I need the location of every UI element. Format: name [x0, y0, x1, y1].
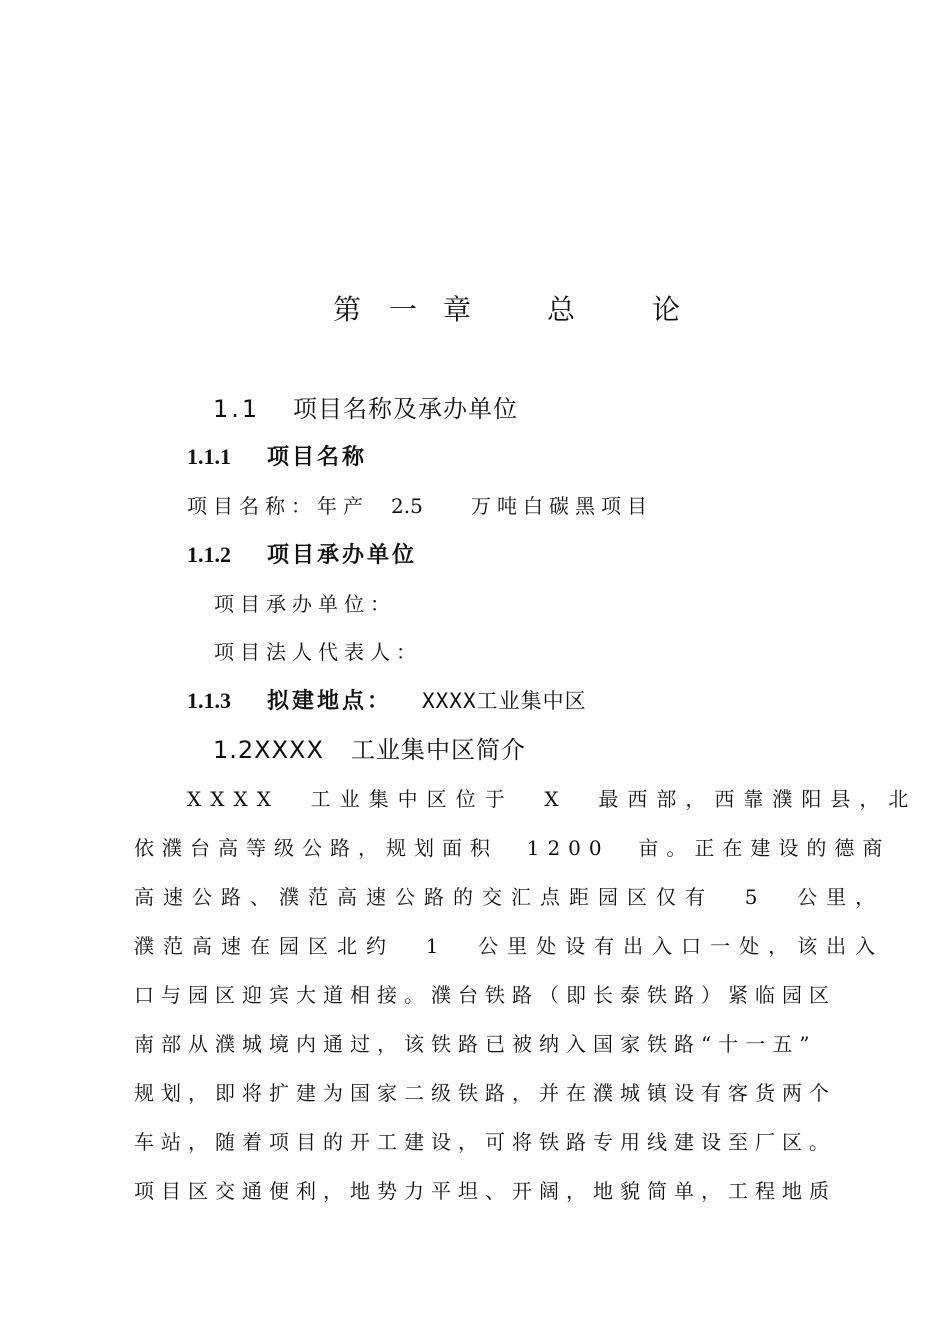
project-name-line: [187, 496, 653, 516]
section-1-1-heading: [213, 397, 518, 421]
paragraph-line-3: 高速公路、濮范高速公路的交汇点距园区仅有 5 公里，: [134, 885, 885, 909]
project-name-label: 项目名称：年产: [187, 494, 369, 518]
subsection-1-1-1-number: 1.1.1: [187, 444, 231, 469]
undertaker-label: 项目承办单位：: [214, 592, 396, 616]
section-1-1-number: 1.1: [213, 395, 261, 423]
paragraph-line-1: XXXX 工业集中区位于 X 最西部，西靠濮阳县，北: [187, 787, 918, 811]
paragraph-line-8: 车站，随着项目的开工建设，可将铁路专用线建设至厂区。: [134, 1130, 836, 1154]
chapter-char-4: 总: [547, 293, 576, 326]
paragraph-line-9: 项目区交通便利，地势力平坦、开阔，地貌简单，工程地质: [134, 1179, 836, 1203]
paragraph-line-4: 濮范高速在园区北约 1 公里处设有出入口一处，该出入: [134, 934, 885, 958]
section-1-1-title: 项目名称及承办单位: [293, 395, 518, 423]
legal-representative-label: 项目法人代表人：: [214, 640, 422, 664]
subsection-1-1-3-heading: [187, 690, 587, 712]
subsection-1-1-1-heading: [187, 446, 367, 468]
paragraph-line-2: 依濮台高等级公路，规划面积 1200 亩。正在建设的德商: [134, 836, 891, 860]
section-1-2-title: 工业集中区简介: [351, 736, 526, 764]
project-name-amount: 2.5: [391, 494, 423, 518]
subsection-1-1-1-title: 项目名称: [267, 444, 368, 470]
subsection-1-1-2-heading: [187, 544, 417, 566]
section-1-2-number: 1.2XXXX: [213, 736, 324, 764]
chapter-char-5: 论: [652, 293, 681, 326]
chapter-char-3: 章: [443, 293, 472, 326]
subsection-1-1-2-title: 项目承办单位: [267, 542, 418, 568]
project-name-rest: 万吨白碳黑项目: [471, 494, 653, 518]
paragraph-line-6: 南部从濮城境内通过，该铁路已被纳入国家铁路“十一五”: [134, 1032, 817, 1056]
section-1-2-heading: [213, 738, 526, 762]
chapter-char-2: 一: [389, 293, 418, 326]
subsection-1-1-3-number: 1.1.3: [187, 688, 231, 713]
subsection-1-1-3-title: 拟建地点：: [267, 688, 393, 714]
paragraph-line-5: 口与园区迎宾大道相接。濮台铁路（即长泰铁路）紧临园区: [134, 983, 836, 1007]
chapter-char-1: 第: [333, 293, 362, 326]
paragraph-line-7: 规划，即将扩建为国家二级铁路，并在濮城镇设有客货两个: [134, 1081, 836, 1105]
subsection-1-1-2-number: 1.1.2: [187, 542, 231, 567]
construction-site-value: XXXX工业集中区: [422, 689, 587, 713]
